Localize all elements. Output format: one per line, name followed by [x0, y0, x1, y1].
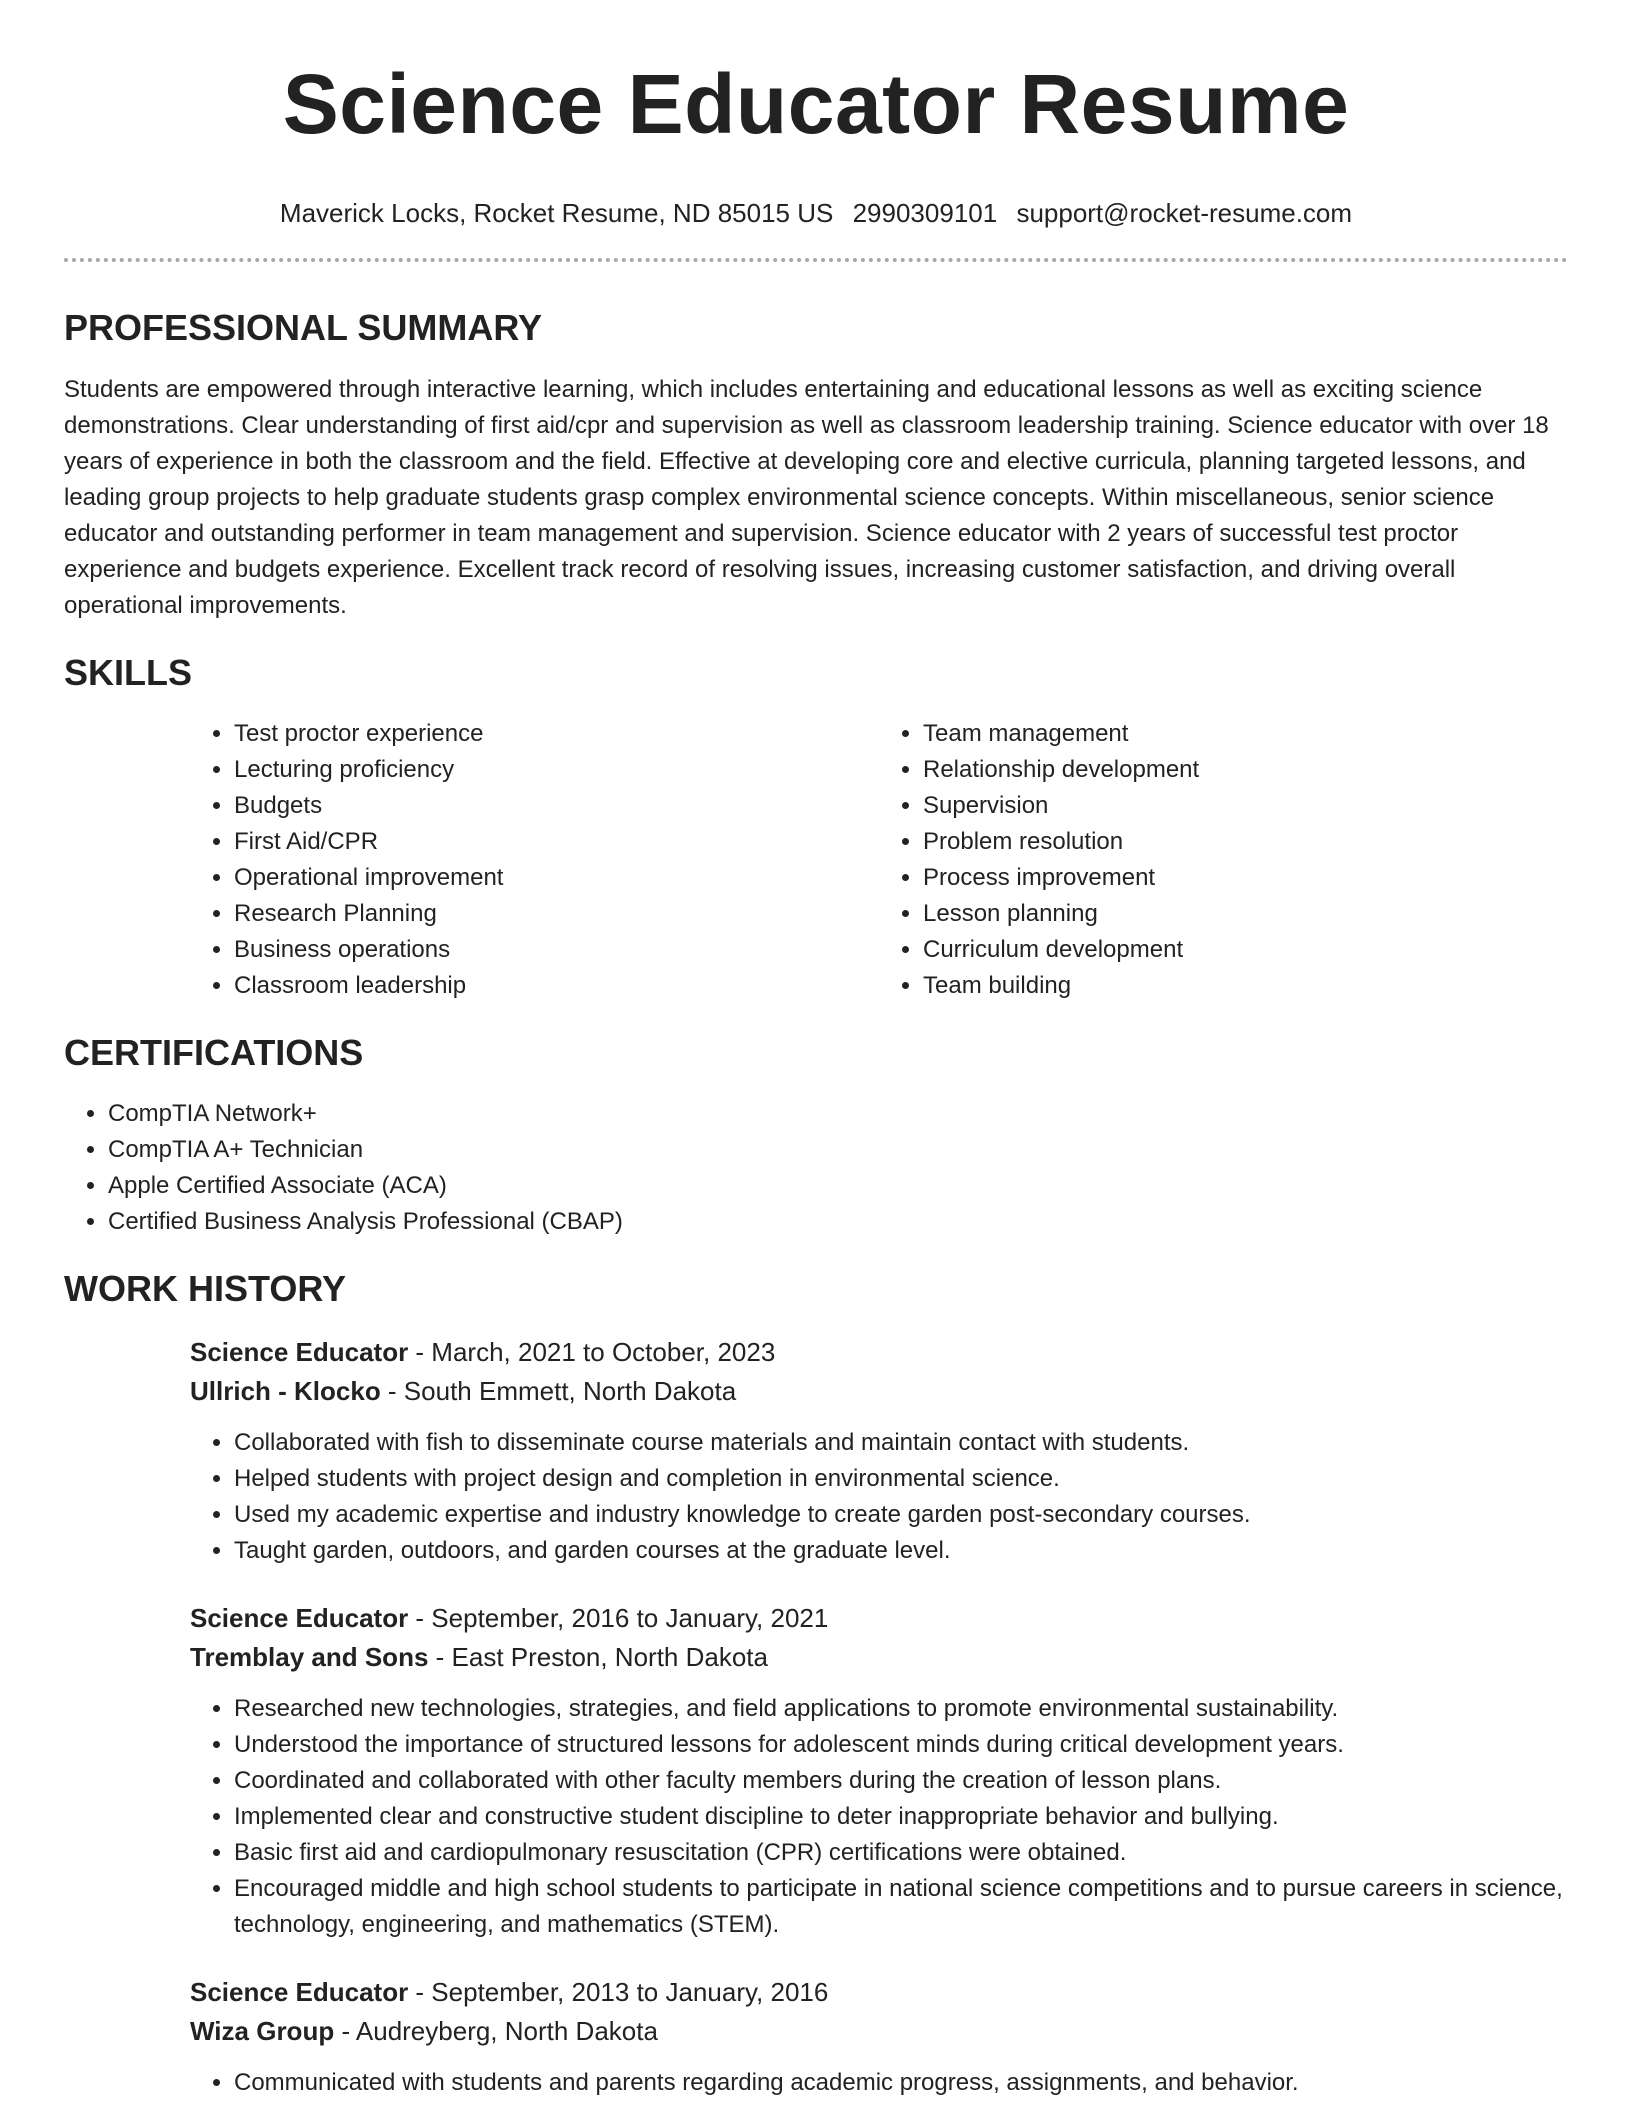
certification-item: • CompTIA A+ Technician — [108, 1132, 1568, 1168]
job-title: Science Educator — [190, 1977, 409, 2007]
skill-item: • Operational improvement — [234, 860, 879, 896]
job-duty: • Basic first aid and cardiopulmonary resuscitation (CPR) certifications were obtained. — [234, 1835, 1568, 1871]
job-company: Tremblay and Sons — [190, 1642, 429, 1672]
job-location: - South Emmett, North Dakota — [380, 1376, 737, 1406]
job-duty: • Communicated with students and parents regarding academic progress, assignments, and behavior. — [234, 2065, 1568, 2101]
contact-email: support@rocket-resume.com — [1016, 198, 1353, 228]
contact-info — [64, 196, 1568, 230]
job-location: - Audreyberg, North Dakota — [334, 2016, 658, 2046]
job-company-line — [190, 1372, 1568, 1411]
skill-item: • Supervision — [923, 788, 1568, 824]
skill-item: • Classroom leadership — [234, 968, 879, 1004]
skill-item: • First Aid/CPR — [234, 824, 879, 860]
skill-item: • Budgets — [234, 788, 879, 824]
header-divider — [64, 258, 1568, 262]
job-location: - East Preston, North Dakota — [428, 1642, 768, 1672]
job-duty: • Researched new technologies, strategies, and field applications to promote environmental sustainability. — [234, 1691, 1568, 1727]
job-entry — [190, 1599, 1568, 1943]
job-duty: • Understood the importance of structured lessons for adolescent minds during critical development years. — [234, 1727, 1568, 1763]
certifications-heading: CERTIFICATIONS — [64, 1032, 364, 1073]
skill-item: • Lesson planning — [923, 896, 1568, 932]
skill-item: • Business operations — [234, 932, 879, 968]
work-history-heading: WORK HISTORY — [64, 1268, 347, 1309]
resume-page — [64, 0, 1568, 2101]
skill-item: • Team building — [923, 968, 1568, 1004]
certifications-list — [64, 1096, 1568, 1240]
job-entry — [190, 1333, 1568, 1569]
job-duties — [190, 2065, 1568, 2101]
skill-item: • Research Planning — [234, 896, 879, 932]
skill-item: • Problem resolution — [923, 824, 1568, 860]
skills-left-column — [190, 716, 879, 1004]
job-company-line — [190, 2012, 1568, 2051]
job-title: Science Educator — [190, 1337, 409, 1367]
job-company: Ullrich - Klocko — [190, 1376, 381, 1406]
skill-item: • Lecturing proficiency — [234, 752, 879, 788]
job-company: Wiza Group — [190, 2016, 335, 2046]
certification-item: • Apple Certified Associate (ACA) — [108, 1168, 1568, 1204]
job-duty: • Implemented clear and constructive student discipline to deter inappropriate behavior and bullying. — [234, 1799, 1568, 1835]
job-dates: - September, 2013 to January, 2016 — [408, 1977, 829, 2007]
job-title: Science Educator — [190, 1603, 409, 1633]
skills-right-column — [879, 716, 1568, 1004]
job-title-line — [190, 1973, 1568, 2012]
job-duty: • Used my academic expertise and industry knowledge to create garden post-secondary courses. — [234, 1497, 1568, 1533]
contact-address: Maverick Locks, Rocket Resume, ND 85015 US — [279, 198, 834, 228]
job-duty: • Taught garden, outdoors, and garden courses at the graduate level. — [234, 1533, 1568, 1569]
skill-item: • Test proctor experience — [234, 716, 879, 752]
job-duty: • Collaborated with fish to disseminate course materials and maintain contact with students. — [234, 1425, 1568, 1461]
job-title-line — [190, 1333, 1568, 1372]
job-duty: • Coordinated and collaborated with other faculty members during the creation of lesson plans. — [234, 1763, 1568, 1799]
summary-text: Students are empowered through interactive learning, which includes entertaining and educational lessons as well as exciting science demonstrations. Clear understanding of first aid/cpr and supervision as well as classroom leadership training. Science educator with over 18 years of experience in both the classroom and the field. Effective at developing core and elective curricula, planning targeted lessons, and leading group projects to help graduate students grasp complex environmental science concepts. Within miscellaneous, senior science educator and outstanding performer in team management and supervision. Science educator with 2 years of successful test proctor experience and budgets experience. Excellent track record of resolving issues, increasing customer satisfaction, and driving overall operational improvements. — [64, 376, 1549, 619]
contact-phone: 2990309101 — [852, 198, 998, 228]
skill-item: • Curriculum development — [923, 932, 1568, 968]
skill-item: • Process improvement — [923, 860, 1568, 896]
skills-list — [190, 716, 1568, 1004]
job-duties — [190, 1425, 1568, 1569]
skills-heading: SKILLS — [64, 652, 193, 693]
skill-item: • Team management — [923, 716, 1568, 752]
certification-item: • CompTIA Network+ — [108, 1096, 1568, 1132]
job-company-line — [190, 1638, 1568, 1677]
job-dates: - March, 2021 to October, 2023 — [408, 1337, 776, 1367]
certification-item: • Certified Business Analysis Professional (CBAP) — [108, 1204, 1568, 1240]
skill-item: • Relationship development — [923, 752, 1568, 788]
job-duties — [190, 1691, 1568, 1943]
job-title-line — [190, 1599, 1568, 1638]
summary-heading: PROFESSIONAL SUMMARY — [64, 307, 543, 348]
job-entry — [190, 1973, 1568, 2101]
job-duty: • Helped students with project design and completion in environmental science. — [234, 1461, 1568, 1497]
job-duty: • Encouraged middle and high school students to participate in national science competitions and to pursue careers in science, technology, engineering, and mathematics (STEM). — [234, 1871, 1568, 1943]
job-dates: - September, 2016 to January, 2021 — [408, 1603, 829, 1633]
resume-title: Science Educator Resume — [282, 57, 1350, 151]
